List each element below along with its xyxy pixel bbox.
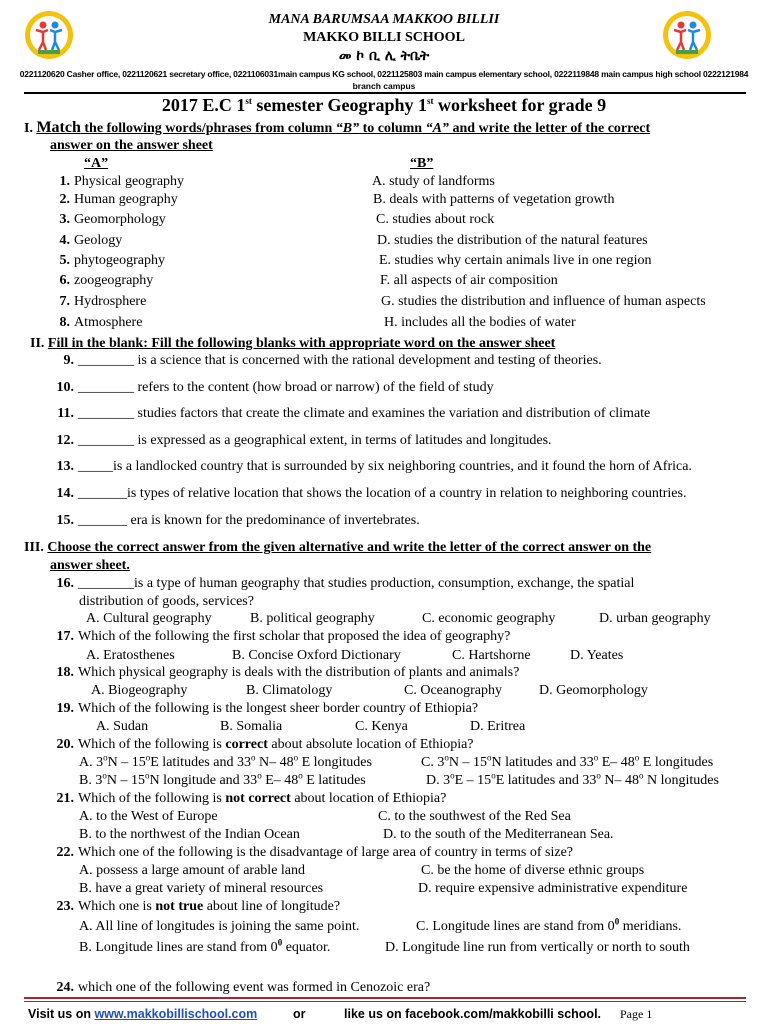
section1-instruction-line2: answer on the answer sheet xyxy=(50,138,213,153)
q17-option-b: B. Concise Oxford Dictionary xyxy=(232,648,401,663)
q18-option-c: C. Oceanography xyxy=(404,683,502,698)
section1-instruction: I. Match the following words/phrases from column “B” to column “A” and write the letter of the correct xyxy=(24,119,651,136)
q22-option-d: D. require expensive administrative expenditure xyxy=(418,881,688,896)
q21-option-c: C. to the southwest of the Red Sea xyxy=(378,809,571,824)
question-21: 21. Which of the following is not correct about location of Ethiopia? xyxy=(56,791,447,806)
column-a-item: 1. Physical geography xyxy=(59,174,185,189)
section3-instruction: III. Choose the correct answer from the given alternative and write the letter of the correct answer on the xyxy=(24,540,652,555)
q19-option-c: C. Kenya xyxy=(355,719,408,734)
q19-option-b: B. Somalia xyxy=(220,719,283,734)
fill-blank-item: 10. ________ refers to the content (how broad or narrow) of the field of study xyxy=(56,380,494,395)
footer-visit: Visit us on www.makkobillischool.com xyxy=(28,1007,258,1021)
q16-option-a: A. Cultural geography xyxy=(86,611,212,626)
q22-option-b: B. have a great variety of mineral resources xyxy=(79,881,324,896)
fill-blank-item: 9. ________ is a science that is concerned with the rational development and testing of theories. xyxy=(63,353,602,368)
q21-option-a: A. to the West of Europe xyxy=(79,809,218,824)
q23-option-b: B. Longitude lines are stand from $0^0$ equator. xyxy=(79,937,331,955)
fill-blank-item: 14. _______is types of relative location that shows the location of a country in relation to neighboring countries. xyxy=(56,486,687,501)
question-19: 19. Which of the following is the longest sheer border country of Ethiopia? xyxy=(56,701,479,716)
q20-option-c: C. 3$^o$N – 15$^o$N latitudes and 33$^o$ E– 48$^o$ E longitudes xyxy=(421,752,714,770)
q22-option-a: A. possess a large amount of arable land xyxy=(79,863,306,878)
q18-option-d: D. Geomorphology xyxy=(539,683,648,698)
q21-option-d: D. to the south of the Mediterranean Sea. xyxy=(383,827,614,842)
footer-or: or xyxy=(293,1007,306,1021)
facebook-link[interactable]: like us on facebook.com/makkobilli school. xyxy=(344,1007,602,1021)
footer-rule-top xyxy=(24,997,746,999)
column-a-item: 4. Geology xyxy=(59,233,123,248)
column-a-item: 5. phytogeography xyxy=(59,253,165,268)
q19-option-d: D. Eritrea xyxy=(470,719,526,734)
q18-option-a: A. Biogeography xyxy=(91,683,188,698)
column-b-item: D. studies the distribution of the natural features xyxy=(377,233,648,248)
column-b-item: F. all aspects of air composition xyxy=(380,273,558,288)
contact-numbers: 0221120620 Casher office, 0221120621 secretary office, 0221106031main campus KG school, 0221125803 main campus elementary school, 0222119848 main campus high school 0222121984 xyxy=(19,69,749,79)
footer-rule-bottom xyxy=(24,1001,746,1002)
fill-blank-item: 13. _____is a landlocked country that is surrounded by six neighboring countries, and it found the horn of Africa. xyxy=(56,459,692,474)
column-b-item: G. studies the distribution and influence of human aspects xyxy=(381,294,706,309)
q16-option-c: C. economic geography xyxy=(422,611,556,626)
question-20: 20. Which of the following is correct about absolute location of Ethiopia? xyxy=(56,737,474,752)
q16-option-b: B. political geography xyxy=(250,611,375,626)
q19-option-a: A. Sudan xyxy=(96,719,149,734)
fill-blank-item: 15. _______ era is known for the predominance of invertebrates. xyxy=(56,513,420,528)
column-a-item: 3. Geomorphology xyxy=(59,212,166,227)
column-a-item: 2. Human geography xyxy=(59,192,178,207)
fill-blank-item: 11. ________ studies factors that create the climate and examines the variation and distribution of climate xyxy=(57,406,651,421)
q17-option-a: A. Eratosthenes xyxy=(86,648,175,663)
column-a-heading: “A” xyxy=(84,156,109,171)
column-b-item: E. studies why certain animals live in one region xyxy=(379,253,652,268)
question-16: 16. ________is a type of human geography that studies production, consumption, exchange, the spatial xyxy=(56,576,635,591)
column-b-item: C. studies about rock xyxy=(376,212,495,227)
question-17: 17. Which of the following the first scholar that proposed the idea of geography? xyxy=(56,629,511,644)
column-b-item: B. deals with patterns of vegetation growth xyxy=(373,192,615,207)
school-name-amharic: መ ኮ ቢ ሊ ትቤት xyxy=(338,48,430,64)
q21-option-b: B. to the northwest of the Indian Ocean xyxy=(79,827,300,842)
section3-instruction-line2: answer sheet. xyxy=(50,558,130,573)
question-24: 24. which one of the following event was formed in Cenozoic era? xyxy=(56,980,431,995)
question-23: 23. Which one is not true about line of longitude? xyxy=(56,899,341,914)
question-22: 22. Which one of the following is the disadvantage of large area of country in terms of size? xyxy=(56,845,574,860)
column-a-item: 7. Hydrosphere xyxy=(59,294,147,309)
school-name-english: MAKKO BILLI SCHOOL xyxy=(303,30,465,45)
q20-option-b: B. 3$^o$N – 15$^o$N longitude and 33$^o$ E– 48$^o$ E latitudes xyxy=(79,770,366,788)
question-16-line2: distribution of goods, services? xyxy=(79,594,254,609)
q16-option-d: D. urban geography xyxy=(599,611,711,626)
worksheet-title: 2017 E.C 1st semester Geography 1st worksheet for grade 9 xyxy=(161,95,607,115)
q23-option-d: D. Longitude line run from vertically or north to south xyxy=(385,940,690,955)
q18-option-b: B. Climatology xyxy=(246,683,333,698)
column-b-heading: “B” xyxy=(410,156,434,171)
fill-blank-item: 12. ________ is expressed as a geographical extent, in terms of latitudes and longitudes. xyxy=(56,433,552,448)
q20-option-d: D. 3$^o$E – 15$^o$E latitudes and 33$^o$ N– 48$^o$ N longitudes xyxy=(426,770,719,788)
column-b-item: H. includes all the bodies of water xyxy=(384,315,576,330)
q17-option-c: C. Hartshorne xyxy=(452,648,531,663)
section2-instruction: II. Fill in the blank: Fill the following blanks with appropriate word on the answer sheet xyxy=(30,336,556,351)
q20-option-a: A. 3$^o$N – 15$^o$E latitudes and 33$^o$ N– 48$^o$ E longitudes xyxy=(79,752,372,770)
school-name-oromo: MANA BARUMSAA MAKKOO BILLII xyxy=(268,12,500,27)
column-a-item: 6. zoogeography xyxy=(59,273,154,288)
header-divider xyxy=(24,92,746,94)
q23-option-c: C. Longitude lines are stand from $0^0$ meridians. xyxy=(416,916,682,934)
q17-option-d: D. Yeates xyxy=(570,648,624,663)
column-b-item: A. study of landforms xyxy=(372,174,495,189)
question-18: 18. Which physical geography is deals with the distribution of plants and animals? xyxy=(56,665,520,680)
column-a-item: 8. Atmosphere xyxy=(59,315,143,330)
q23-option-a: A. All line of longitudes is joining the same point. xyxy=(79,919,360,934)
website-link[interactable]: www.makkobillischool.com xyxy=(94,1007,258,1021)
contact-branch: branch campus xyxy=(352,81,416,91)
q22-option-c: C. be the home of diverse ethnic groups xyxy=(421,863,645,878)
page-number: Page 1 xyxy=(620,1007,653,1021)
